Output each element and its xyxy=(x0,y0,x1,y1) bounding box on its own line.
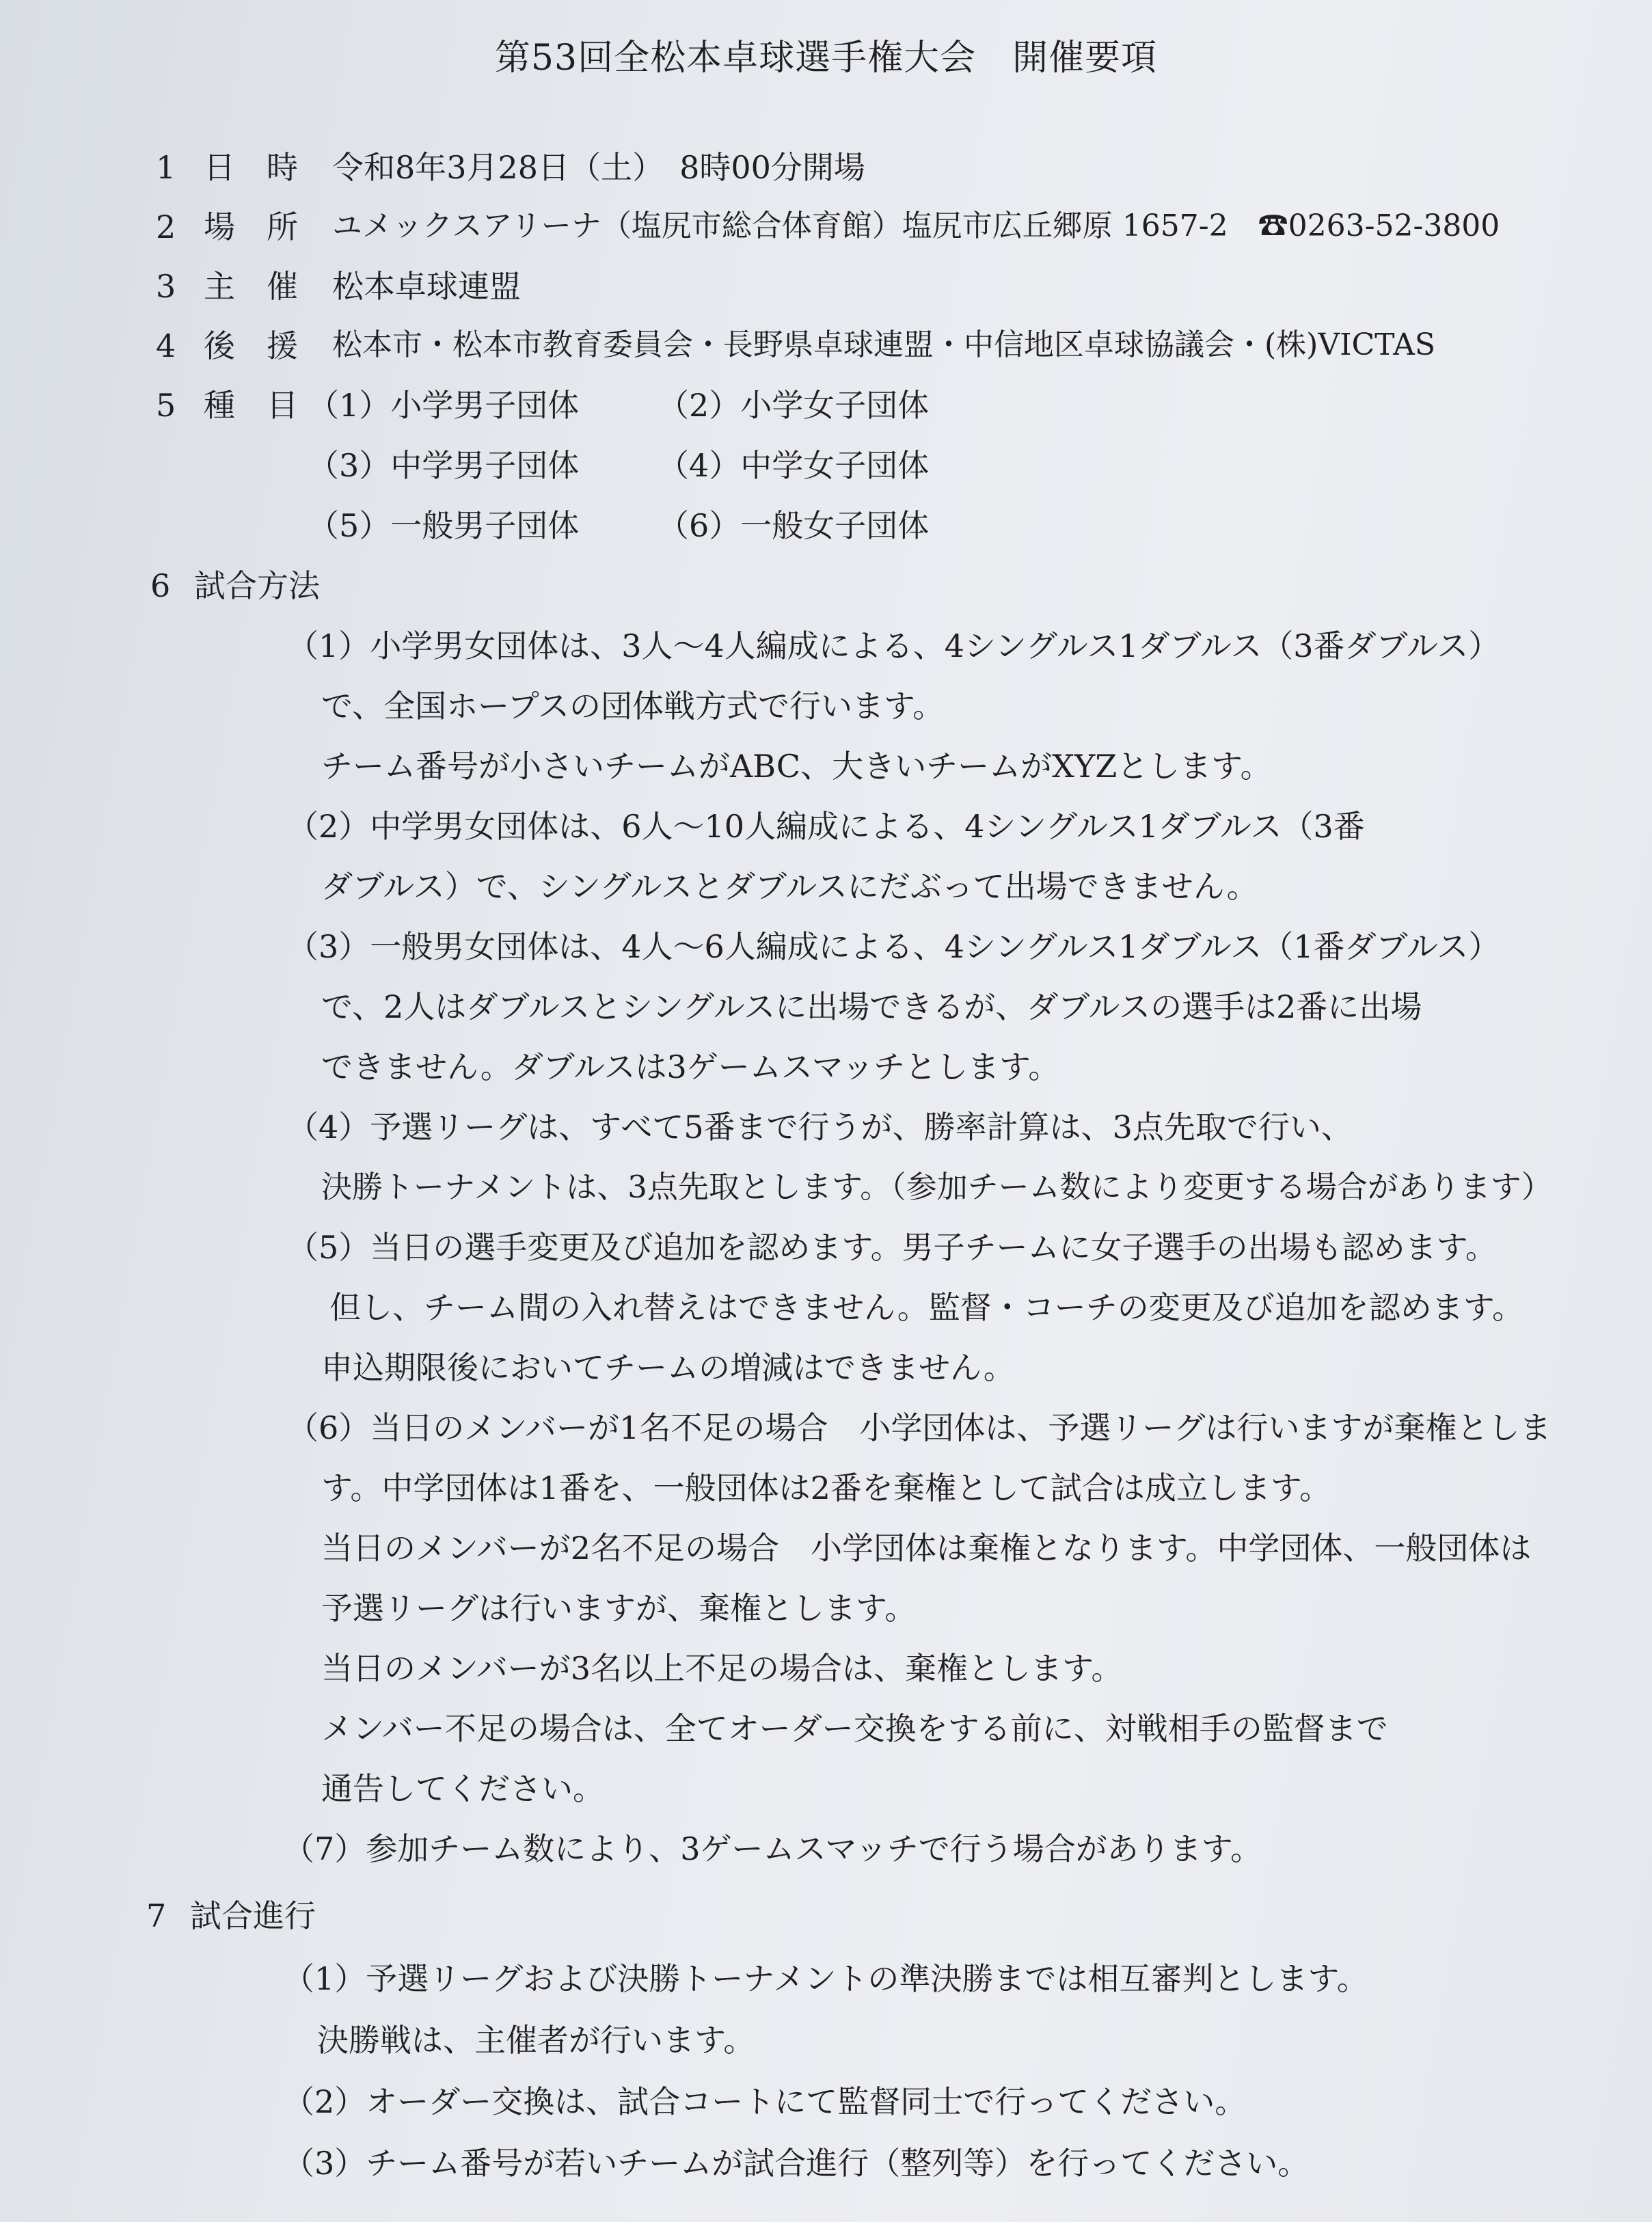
item-number: 2 xyxy=(156,208,176,245)
method-line: 当日のメンバーが3名以上不足の場合は、棄権とします。 xyxy=(321,1650,1123,1687)
item-number: 1 xyxy=(156,149,176,186)
item-venue-label: 場 所 xyxy=(204,208,298,245)
item-date-row xyxy=(156,149,176,187)
event-item: （3）中学男子団体 xyxy=(308,447,580,484)
document-title: 第53回全松本卓球選手権大会 開催要項 xyxy=(494,38,1158,79)
method-line: す。中学団体は1番を、一般団体は2番を棄権として試合は成立します。 xyxy=(321,1469,1331,1506)
method-line: 通告してください。 xyxy=(321,1770,604,1807)
item-support-value: 松本市・松本市教育委員会・長野県卓球連盟・中信地区卓球協議会・(株)VICTAS xyxy=(332,327,1436,362)
method-line: 決勝トーナメントは、3点先取とします。（参加チーム数により変更する場合があります） xyxy=(321,1169,1552,1205)
item-number: 6 xyxy=(150,567,171,604)
method-line: メンバー不足の場合は、全てオーダー交換をする前に、対戦相手の監督まで xyxy=(321,1710,1388,1747)
event-item: （4）中学女子団体 xyxy=(658,447,930,484)
progress-line: （3）チーム番号が若いチームが試合進行（整列等）を行ってください。 xyxy=(283,2145,1310,2182)
method-line: で、2人はダブルスとシングルスに出場できるが、ダブルスの選手は2番に出場 xyxy=(321,988,1422,1025)
progress-line: （1）予選リーグおよび決勝トーナメントの準決勝までは相互審判とします。 xyxy=(283,1960,1368,1997)
item-date-label: 日 時 xyxy=(204,149,298,186)
item-number: 5 xyxy=(156,387,176,424)
item-progress-label: 試合進行 xyxy=(190,1897,316,1934)
method-line: （7）参加チーム数により、3ゲームスマッチで行う場合があります。 xyxy=(283,1830,1262,1867)
item-date-value: 令和8年3月28日（土） 8時00分開場 xyxy=(332,149,865,186)
item-number: 7 xyxy=(146,1897,167,1934)
item-number: 4 xyxy=(156,327,176,364)
method-line: 当日のメンバーが2名不足の場合 小学団体は棄権となります。中学団体、一般団体は xyxy=(321,1530,1532,1567)
item-events-label: 種 目 xyxy=(204,387,298,424)
event-item: （2）小学女子団体 xyxy=(658,387,930,424)
method-line: （4）予選リーグは、すべて5番まで行うが、勝率計算は、3点先取で行い、 xyxy=(287,1109,1353,1146)
method-line: ダブルス）で、シングルスとダブルスにだぶって出場できません。 xyxy=(321,868,1258,905)
method-line: （5）当日の選手変更及び追加を認めます。男子チームに女子選手の出場も認めます。 xyxy=(287,1229,1497,1266)
item-organizer-value: 松本卓球連盟 xyxy=(332,268,521,305)
method-line: （2）中学男女団体は、6人～10人編成による、4シングルス1ダブルス（3番 xyxy=(287,808,1365,845)
item-venue-value: ユメックスアリーナ（塩尻市総合体育館）塩尻市広丘郷原 1657-2 ☎0263-52-3800 xyxy=(332,208,1500,243)
progress-line: （2）オーダー交換は、試合コートにて監督同士で行ってください。 xyxy=(283,2083,1247,2120)
method-line: （1）小学男女団体は、3人～4人編成による、4シングルス1ダブルス（3番ダブルス） xyxy=(287,627,1500,664)
method-line: できません。ダブルスは3ゲームスマッチとします。 xyxy=(321,1048,1060,1085)
method-line: チーム番号が小さいチームがABC、大きいチームがXYZとします。 xyxy=(321,748,1272,785)
item-organizer-label: 主 催 xyxy=(204,268,298,305)
method-line: 但し、チーム間の入れ替えはできません。監督・コーチの変更及び追加を認めます。 xyxy=(329,1289,1524,1326)
event-item: （6）一般女子団体 xyxy=(658,507,930,544)
item-support-label: 後 援 xyxy=(204,327,298,364)
item-method-label: 試合方法 xyxy=(194,567,320,604)
item-number: 3 xyxy=(156,268,176,305)
event-item: （5）一般男子団体 xyxy=(308,507,580,544)
method-line: （3）一般男女団体は、4人～6人編成による、4シングルス1ダブルス（1番ダブルス） xyxy=(287,928,1500,965)
progress-line: 決勝戦は、主催者が行います。 xyxy=(317,2022,755,2059)
method-line: （6）当日のメンバーが1名不足の場合 小学団体は、予選リーグは行いますが棄権としま xyxy=(287,1409,1552,1446)
method-line: 予選リーグは行いますが、棄権とします。 xyxy=(321,1590,917,1627)
method-line: で、全国ホープスの団体戦方式で行います。 xyxy=(321,688,945,724)
event-item: （1）小学男子団体 xyxy=(308,387,580,424)
method-line: 申込期限後においてチームの増減はできません。 xyxy=(321,1349,1015,1386)
